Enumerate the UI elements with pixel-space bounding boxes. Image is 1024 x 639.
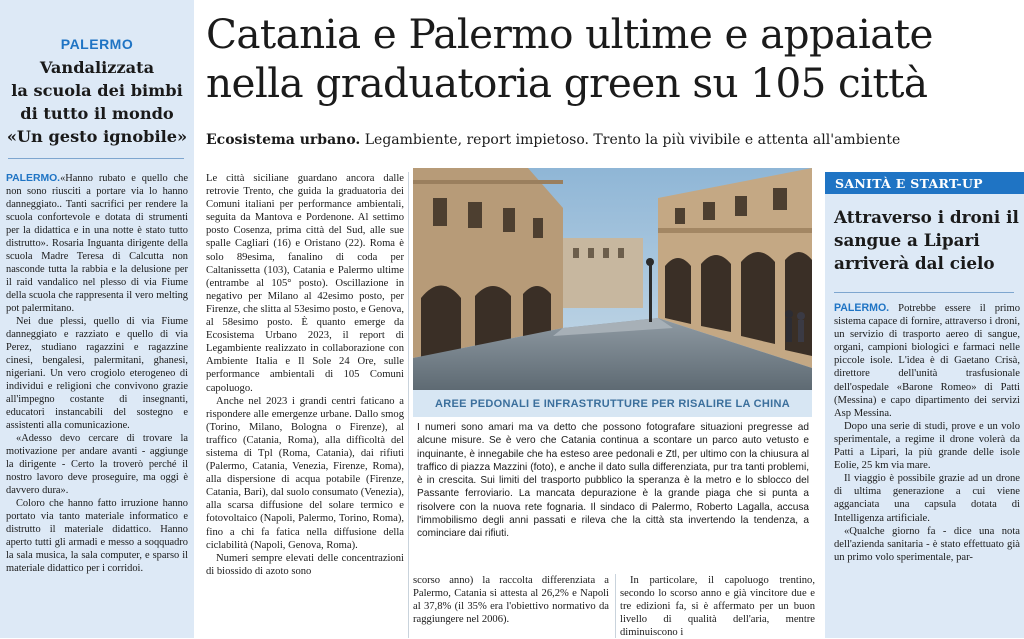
right-paragraph-text: Potrebbe essere il primo sistema capace di fornire, attraverso i droni, un servizio di trasporto aereo di sangue, organi, campioni biologici e farmaci nelle piccole isole. L'idea è di Gaetano Crisà, direttore dell'unità trasfusionale dell'ospedale «Barone Romeo» di Patti (Messina) e capo dipartimento dei servizi Asp Messina. — [834, 303, 1020, 419]
main-paragraph: Le città siciliane guardano ancora dalle retrovie Trento, che guida la graduatoria dei Comuni italiani per performance ambientali, seguita da Mantova e Pordenone. Al settimo posto Cosenza, prima città del Sud, alle sue spalle Cagliari (16) e Oristano (22). Roma è solo 89esima, fanalino di coda per Caltanissetta (103), Catania e Palermo ultime (entrambe al 105° posto). Oscillazione in negativo per Milano al 42esimo posto, per Firenze, che slitta al 53esimo posto, e Genova, al 58esimo posto. È quanto emerge da Ecosistema Urbano 2023, il report di Legambiente realizzato in collaborazione con Ambiente Italia e Il Sole 24 Ore, sulle performance ambientali di 105 Comuni capoluogo. — [206, 173, 404, 394]
street-photo — [413, 168, 812, 390]
right-article-body — [834, 302, 1020, 564]
subheadline-lead: Ecosistema urbano. — [206, 132, 361, 148]
main-paragraph: Anche nel 2023 i grandi centri faticano a rispondere alle emergenze urbane. Dallo smog (Torino, Milano, Bologna o Firenze), al traffico (Catania, Roma), alla difficoltà del sistema di Tpl (Roma, Catania), dai rifiuti (Palermo, Catania, Venezia, Firenze, Roma), alla dispersione di acqua potabile (Firenze, Catania, Bari), dal suolo consumato (Venezia), alla scarsa diffusione del solare termico e fotovoltaico (Napoli, Palermo, Torino, Roma), fino a chi fa fatica nella diffusione della ciclabilità (Napoli, Genova, Roma). — [206, 395, 404, 551]
main-paragraph: In particolare, il capoluogo trentino, secondo lo scorso anno e già vincitore due e tre edizioni fa, si è affermato per un buon livello di qualità dell'aria, mentre diminuiscono i — [620, 575, 815, 639]
column-rule — [408, 172, 409, 638]
main-paragraph: Numeri sempre elevati delle concentrazioni di biossido di azoto sono — [206, 552, 404, 577]
photo-caption: AREE PEDONALI E INFRASTRUTTURE PER RISALIRE LA CHINA — [435, 397, 790, 410]
right-paragraph: «Qualche giorno fa - dice una nota dell'azienda sanitaria - è stato effettuato già un primo volo sperimentale, par- — [834, 525, 1020, 563]
left-divider — [8, 158, 184, 159]
left-kicker: PALERMO — [60, 36, 134, 52]
right-paragraph: Dopo una serie di studi, prove e un volo sperimentale, a regime il drone volerà da Patti a Lipari, la più grande delle isole Eolie, 25 km via mare. — [834, 420, 1020, 472]
photo-box-text: I numeri sono amari ma va detto che possono fotografare situazioni pregresse ad alcune misure. Se è vero che Catania continua a scontare un parco auto vetusto e inquinante, è innegabile che ha esteso aree pedonali e Ztl, per ultimo con la chiusura al traffico di piazza Mazzini (foto), e anche il dato sulla differenziata, pur tra tanti problemi, è in crescita. Sui limiti del trasporto pubblico la speranza è la metro e lo sblocco del Passante ferroviario. La mancata depurazione è la grande piaga che si punta a risolvere con la nuova rete fognaria. Il sindaco di Palermo, Roberto Lagalla, accusa l'immobilismo degli anni passati e rileva che la città sta invertendo la tendenza, a cominciare dai rifiuti. — [417, 422, 809, 540]
street-scene-illustration — [413, 168, 812, 390]
right-kicker-bar — [825, 172, 1024, 194]
left-paragraph: Nei due plessi, quello di via Fiume danneggiato e razziato e quello di via Perez, studiano ragazzini e ragazzine cinesi, bengalesi, palermitani, ghanesi, nigeriani. Un vero crogiolo eterogeneo di individui e religioni che convivono grazie all'impegno costante di insegnanti, educatori instancabili del sostegno e assistenti alla comunicazione. — [6, 316, 188, 431]
main-headline: Catania e Palermo ultime e appaiate nella graduatoria green su 105 città — [206, 10, 933, 107]
main-subheadline — [206, 132, 1020, 148]
right-headline: Attraverso i droni il sangue a Lipari arriverà dal cielo — [834, 207, 1019, 273]
left-paragraph: Coloro che hanno fatto irruzione hanno portato via tanto materiale informatico e distrutto il materiale didattico. Hanno aperto tutti gli armadi e messo a soqquadro la sala musica, la sala computer, e sparso il materiale didattico per i corridoi. — [6, 498, 188, 574]
left-paragraph-text: «Hanno rubato e quello che non sono riusciti a portare via lo hanno danneggiato.. Tanti sacrifici per rendere la scuola confortevole e dotata di strumenti per la didattica e in una notte è stato tutto distrutto». Rosaria Inguanta dirigente della scuola Madre Teresa di Calcutta non nasconde tutta la rabbia e la delusione per il raid vandalico nel plesso di via Fiume della scuola che rappresenta il vero melting pot palermitano. — [6, 173, 188, 314]
left-paragraph: «Adesso devo cercare di trovare la motivazione per andare avanti - aggiunge la dirigente - Certo la troverò perché il nostro lavoro deve proseguire, ma oggi è davvero dura». — [6, 433, 188, 496]
left-dateline: PALERMO. — [6, 173, 61, 184]
left-headline: Vandalizzata la scuola dei bimbi di tutto il mondo «Un gesto ignobile» — [6, 58, 188, 146]
column-rule — [615, 574, 616, 638]
right-paragraph: Il viaggio è possibile grazie ad un drone di ultima generazione a cui viene agganciata una capsula dotata di Intelligenza artificiale. — [834, 473, 1020, 524]
left-paragraph — [6, 172, 188, 315]
right-dateline: PALERMO. — [834, 302, 890, 314]
left-article-body — [6, 172, 188, 575]
right-divider — [834, 292, 1014, 293]
main-column-2: scorso anno) la raccolta differenziata a Palermo, Catania si attesta al 26,2% e Napoli al 37,8% (il 35% era l'obiettivo normativo da raggiungere nel 2006). — [413, 575, 609, 626]
right-paragraph — [834, 302, 1020, 420]
right-kicker: SANITÀ E START-UP — [835, 175, 983, 191]
subheadline-text: Legambiente, report impietoso. Trento la più vivibile e attenta all'ambiente — [360, 132, 901, 148]
main-column-3 — [620, 574, 815, 639]
photo-caption-bar — [413, 390, 812, 417]
main-column-1 — [206, 172, 404, 578]
